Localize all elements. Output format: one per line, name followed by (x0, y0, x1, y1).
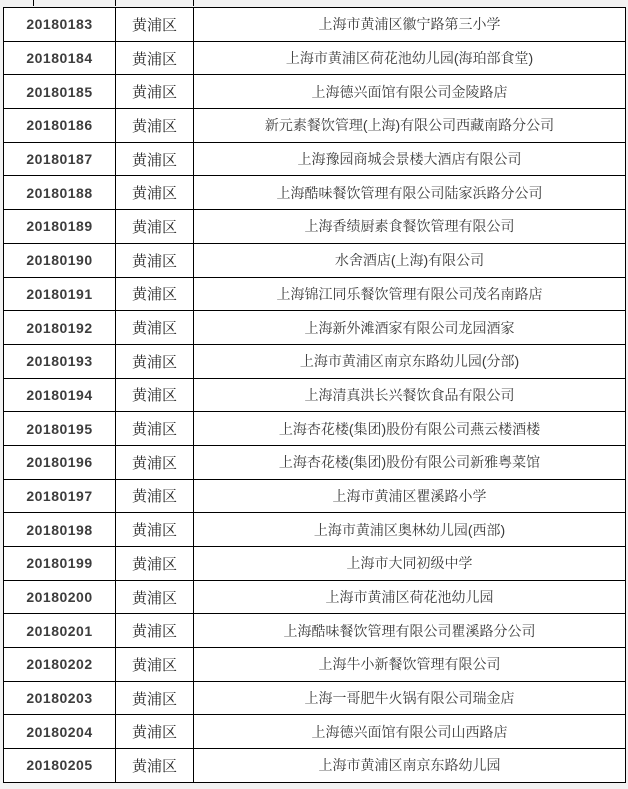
record-id-cell: 20180188 (4, 176, 116, 210)
establishment-name-cell: 上海市黄浦区南京东路幼儿园 (194, 749, 626, 783)
record-id-cell: 20180183 (4, 8, 116, 42)
establishment-name-cell: 上海新外滩酒家有限公司龙园酒家 (194, 311, 626, 345)
table-row (4, 41, 626, 75)
establishment-name-cell: 上海市黄浦区瞿溪路小学 (194, 479, 626, 513)
column-border-stub (193, 0, 194, 6)
table-body (4, 8, 626, 783)
record-id-cell: 20180201 (4, 614, 116, 648)
district-cell: 黄浦区 (116, 580, 194, 614)
table-row (4, 176, 626, 210)
district-cell: 黄浦区 (116, 749, 194, 783)
table-row (4, 210, 626, 244)
record-id-cell: 20180195 (4, 412, 116, 446)
table-row (4, 109, 626, 143)
district-cell: 黄浦区 (116, 614, 194, 648)
record-id-cell: 20180185 (4, 75, 116, 109)
column-border-stub (115, 0, 116, 6)
establishment-name-cell: 上海市黄浦区奥林幼儿园(西部) (194, 513, 626, 547)
district-cell: 黄浦区 (116, 210, 194, 244)
establishment-name-cell: 上海锦江同乐餐饮管理有限公司茂名南路店 (194, 277, 626, 311)
record-id-cell: 20180184 (4, 41, 116, 75)
record-id-cell: 20180191 (4, 277, 116, 311)
establishment-name-cell: 上海豫园商城会景楼大酒店有限公司 (194, 142, 626, 176)
district-cell: 黄浦区 (116, 311, 194, 345)
district-cell: 黄浦区 (116, 109, 194, 143)
table-row (4, 614, 626, 648)
establishment-name-cell: 上海市黄浦区荷花池幼儿园(海珀部食堂) (194, 41, 626, 75)
record-id-cell: 20180198 (4, 513, 116, 547)
table-row (4, 75, 626, 109)
district-cell: 黄浦区 (116, 513, 194, 547)
table-row (4, 412, 626, 446)
establishment-name-cell: 上海德兴面馆有限公司山西路店 (194, 715, 626, 749)
table-row (4, 311, 626, 345)
establishment-name-cell: 上海香绩厨素食餐饮管理有限公司 (194, 210, 626, 244)
district-cell: 黄浦区 (116, 75, 194, 109)
establishment-name-cell: 上海一哥肥牛火锅有限公司瑞金店 (194, 681, 626, 715)
table-row (4, 445, 626, 479)
establishment-name-cell: 上海清真洪长兴餐饮食品有限公司 (194, 378, 626, 412)
table-row (4, 749, 626, 783)
table-row (4, 344, 626, 378)
record-id-cell: 20180200 (4, 580, 116, 614)
district-cell: 黄浦区 (116, 142, 194, 176)
record-id-cell: 20180187 (4, 142, 116, 176)
establishment-name-cell: 水舍酒店(上海)有限公司 (194, 243, 626, 277)
table-row (4, 378, 626, 412)
table-row (4, 142, 626, 176)
table-row (4, 715, 626, 749)
establishment-name-cell: 上海牛小新餐饮管理有限公司 (194, 648, 626, 682)
establishment-name-cell: 上海德兴面馆有限公司金陵路店 (194, 75, 626, 109)
record-id-cell: 20180205 (4, 749, 116, 783)
district-cell: 黄浦区 (116, 378, 194, 412)
district-cell: 黄浦区 (116, 715, 194, 749)
table-row (4, 681, 626, 715)
establishment-name-cell: 上海市大同初级中学 (194, 547, 626, 581)
district-cell: 黄浦区 (116, 176, 194, 210)
district-cell: 黄浦区 (116, 412, 194, 446)
establishment-name-cell: 上海酷味餐饮管理有限公司陆家浜路分公司 (194, 176, 626, 210)
record-id-cell: 20180203 (4, 681, 116, 715)
establishment-table (3, 7, 626, 783)
record-id-cell: 20180197 (4, 479, 116, 513)
cropped-row-border-stub (33, 0, 34, 6)
record-id-cell: 20180204 (4, 715, 116, 749)
record-id-cell: 20180189 (4, 210, 116, 244)
record-id-cell: 20180194 (4, 378, 116, 412)
establishment-name-cell: 上海酷味餐饮管理有限公司瞿溪路分公司 (194, 614, 626, 648)
table-row (4, 648, 626, 682)
establishment-name-cell: 上海杏花楼(集团)股份有限公司燕云楼酒楼 (194, 412, 626, 446)
table-row (4, 8, 626, 42)
table-row (4, 513, 626, 547)
establishment-table-sheet (3, 7, 626, 783)
record-id-cell: 20180199 (4, 547, 116, 581)
record-id-cell: 20180192 (4, 311, 116, 345)
record-id-cell: 20180190 (4, 243, 116, 277)
table-row (4, 547, 626, 581)
district-cell: 黄浦区 (116, 344, 194, 378)
district-cell: 黄浦区 (116, 681, 194, 715)
record-id-cell: 20180186 (4, 109, 116, 143)
establishment-name-cell: 上海市黄浦区南京东路幼儿园(分部) (194, 344, 626, 378)
district-cell: 黄浦区 (116, 243, 194, 277)
district-cell: 黄浦区 (116, 445, 194, 479)
district-cell: 黄浦区 (116, 547, 194, 581)
district-cell: 黄浦区 (116, 479, 194, 513)
table-row (4, 479, 626, 513)
record-id-cell: 20180193 (4, 344, 116, 378)
district-cell: 黄浦区 (116, 648, 194, 682)
establishment-name-cell: 上海市黄浦区荷花池幼儿园 (194, 580, 626, 614)
table-row (4, 243, 626, 277)
establishment-name-cell: 新元素餐饮管理(上海)有限公司西藏南路分公司 (194, 109, 626, 143)
table-row (4, 277, 626, 311)
record-id-cell: 20180196 (4, 445, 116, 479)
district-cell: 黄浦区 (116, 8, 194, 42)
table-row (4, 580, 626, 614)
establishment-name-cell: 上海杏花楼(集团)股份有限公司新雅粤菜馆 (194, 445, 626, 479)
record-id-cell: 20180202 (4, 648, 116, 682)
establishment-name-cell: 上海市黄浦区徽宁路第三小学 (194, 8, 626, 42)
district-cell: 黄浦区 (116, 277, 194, 311)
district-cell: 黄浦区 (116, 41, 194, 75)
